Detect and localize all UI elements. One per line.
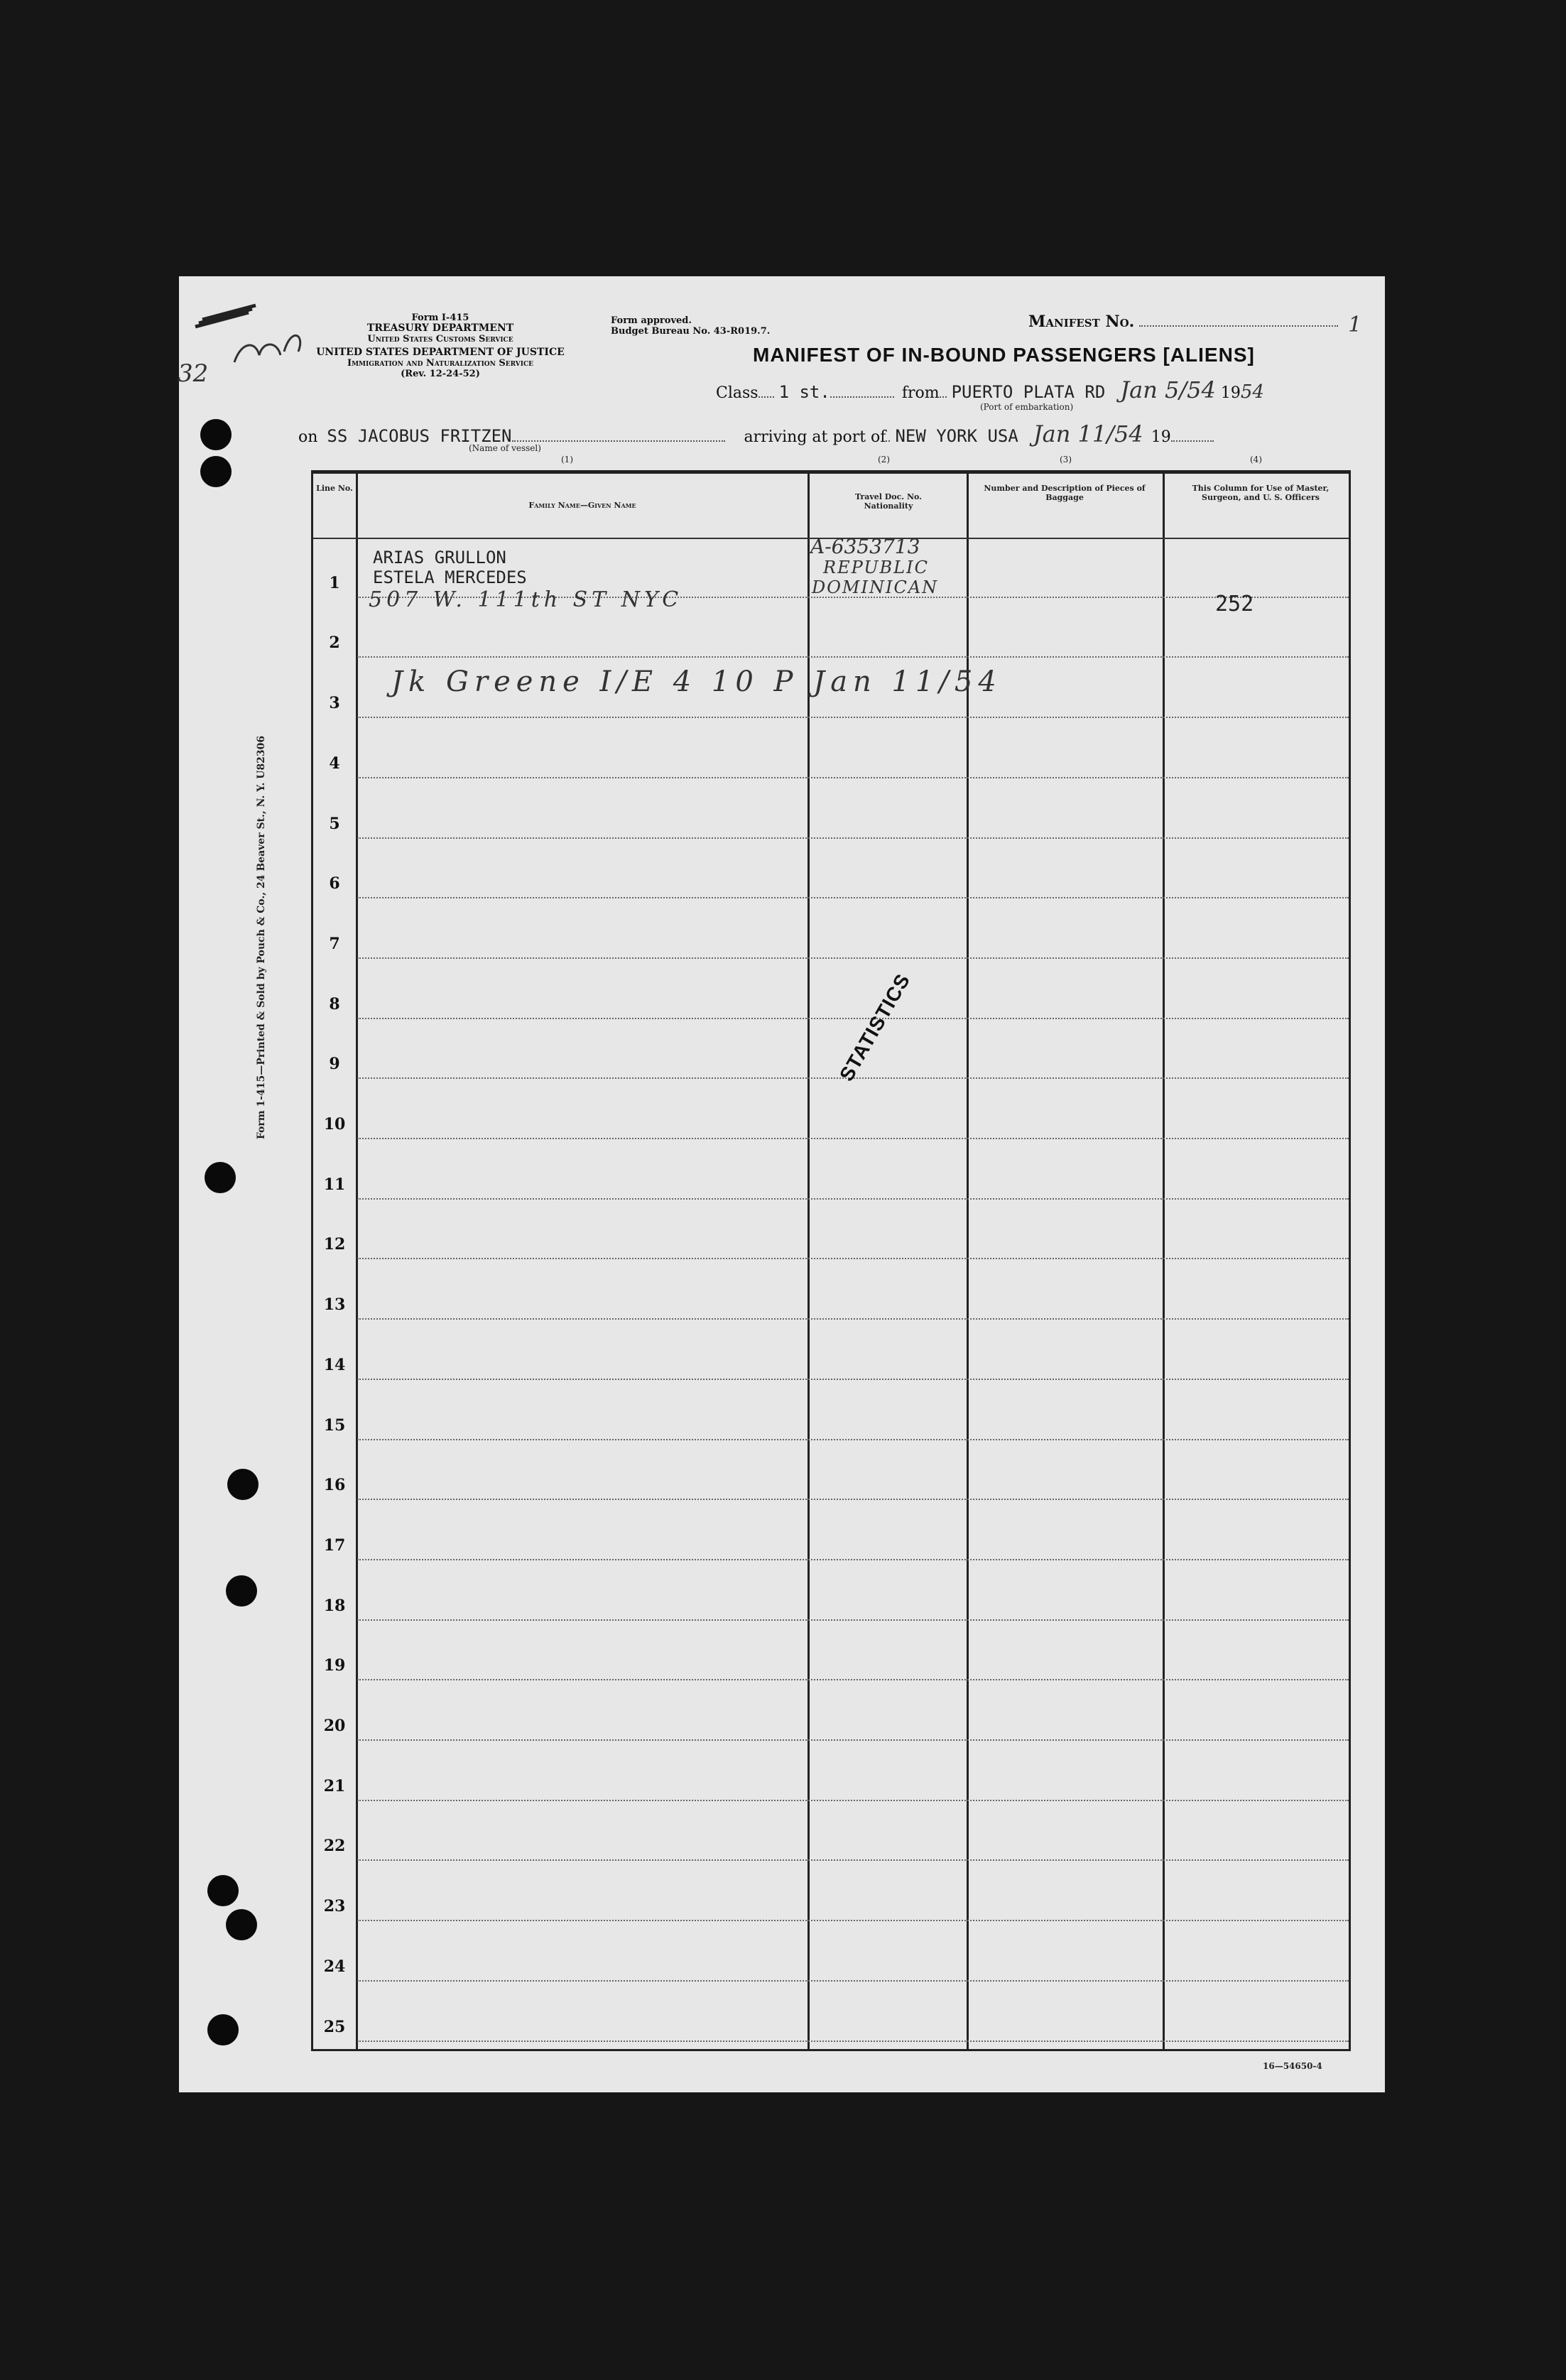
line-number: 13 — [323, 1295, 346, 1315]
form-title: MANIFEST OF IN-BOUND PASSENGERS [ALIENS] — [753, 344, 1255, 366]
line-number: 21 — [323, 1776, 346, 1795]
col-num-4: (4) — [1250, 455, 1262, 464]
table-row — [357, 1258, 1349, 1261]
entry-officer-code: 252 — [1215, 592, 1254, 616]
arrival-port: NEW YORK USA — [895, 426, 1018, 446]
revision: (Rev. 12-24-52) — [401, 369, 480, 379]
table-row — [357, 1379, 1349, 1381]
line-number: 4 — [329, 754, 340, 773]
table-row — [357, 1318, 1349, 1321]
line-number: 25 — [323, 2017, 346, 2036]
manifest-number: 1 — [1348, 313, 1362, 337]
entry-address: 507 W. 111th ST NYC — [369, 587, 683, 612]
year-prefix-2: 19 — [1151, 428, 1171, 446]
binder-hole — [200, 456, 232, 487]
table-row — [357, 656, 1349, 659]
entry-doc-no: A-6353713 — [810, 535, 920, 558]
table-row — [357, 1980, 1349, 1983]
line-number: 7 — [329, 934, 340, 953]
entry-nationality-2: DOMINICAN — [812, 577, 939, 597]
header-baggage: Number and Description of Pieces of Baggage — [984, 484, 1146, 502]
line-number: 12 — [323, 1235, 346, 1254]
line-number: 1 — [329, 573, 340, 592]
col-num-3: (3) — [1060, 455, 1072, 464]
col-divider — [808, 474, 810, 2049]
table-row — [357, 1859, 1349, 1862]
side-printer-text: Form 1-415—Printed & Sold by Pouch & Co., 24 Beaver St., N. Y. U82306 — [256, 735, 267, 1140]
vessel-row — [298, 420, 1214, 447]
header-name: Family Name—Given Name — [528, 501, 636, 510]
from-label: from — [901, 384, 940, 402]
binder-hole — [205, 1162, 236, 1193]
col-divider — [967, 474, 969, 2049]
table-row — [357, 897, 1349, 900]
manifest-table — [311, 470, 1351, 2051]
class-from-row — [716, 376, 1264, 403]
manifest-number-field — [1139, 313, 1362, 337]
line-number: 23 — [323, 1897, 346, 1916]
class-value: 1 st. — [778, 382, 830, 402]
table-row — [357, 957, 1349, 960]
manifest-number-row — [1028, 313, 1362, 337]
table-row — [357, 1439, 1349, 1442]
line-number: 2 — [329, 634, 340, 653]
line-number: 6 — [329, 874, 340, 893]
vessel-label: (Name of vessel) — [469, 443, 541, 453]
on-label: on — [298, 428, 318, 446]
line-number: 18 — [323, 1596, 346, 1615]
from-date: Jan 5/54 — [1120, 376, 1216, 403]
col-num-2: (2) — [878, 455, 890, 464]
binder-hole — [227, 1469, 259, 1500]
header-line-no: Line No. — [316, 484, 353, 493]
binder-hole — [200, 419, 232, 450]
binder-hole — [207, 1875, 239, 1906]
justice-dept: UNITED STATES DEPARTMENT OF JUSTICE — [316, 347, 565, 358]
binder-hole — [207, 2014, 239, 2045]
table-row — [357, 837, 1349, 840]
budget-number: Budget Bureau No. 43-R019.7. — [611, 326, 771, 337]
table-row — [357, 777, 1349, 780]
line-number: 3 — [329, 694, 340, 713]
year-suffix: 54 — [1240, 381, 1264, 403]
header-departments — [277, 313, 604, 379]
line-number: 22 — [323, 1837, 346, 1856]
line-number: 8 — [329, 994, 340, 1014]
customs-service: United States Customs Service — [367, 334, 513, 344]
table-row — [357, 1499, 1349, 1501]
line-number: 19 — [323, 1656, 346, 1675]
line-number: 20 — [323, 1717, 346, 1735]
form-id: Form I-415 — [411, 313, 469, 323]
corner-mark: 32 — [178, 359, 209, 388]
line-number: 17 — [323, 1536, 346, 1555]
treasury-dept: TREASURY DEPARTMENT — [366, 322, 514, 334]
table-row — [357, 1920, 1349, 1923]
line-number: 11 — [323, 1175, 346, 1194]
col-divider — [1163, 474, 1165, 2049]
table-row — [357, 1138, 1349, 1141]
arrival-date: Jan 11/54 — [1033, 420, 1143, 447]
entry-family-name: ARIAS GRULLON — [373, 548, 506, 567]
table-row — [357, 2041, 1349, 2043]
approved-label: Form approved. — [611, 315, 692, 326]
table-row — [357, 1559, 1349, 1562]
vessel-name: SS JACOBUS FRITZEN — [327, 426, 512, 446]
footer-code: 16—54650-4 — [1263, 2061, 1322, 2071]
ins-label: Immigration and Naturalization Service — [347, 358, 533, 369]
line-number: 10 — [323, 1115, 346, 1134]
table-row — [357, 1800, 1349, 1803]
table-row — [357, 1739, 1349, 1742]
entry-given-name: ESTELA MERCEDES — [373, 567, 527, 587]
line-number: 9 — [329, 1055, 340, 1074]
from-value: PUERTO PLATA RD — [951, 382, 1106, 402]
port-embark-label: (Port of embarkation) — [980, 402, 1074, 412]
line-number: 16 — [323, 1476, 346, 1495]
table-row — [357, 1619, 1349, 1622]
table-row — [357, 1018, 1349, 1021]
arriving-label: arriving at port of — [744, 428, 886, 446]
col-divider — [356, 474, 358, 2049]
line-number: 24 — [323, 1957, 346, 1976]
header-officers: This Column for Use of Master, Surgeon, and U. S. Officers — [1192, 484, 1330, 502]
table-row — [357, 1679, 1349, 1682]
class-label: Class — [716, 384, 758, 402]
table-row — [357, 1198, 1349, 1201]
table-row — [357, 717, 1349, 719]
statistics-stamp: STATISTICS — [835, 969, 915, 1085]
line-number: 5 — [329, 814, 340, 833]
year-prefix: 19 — [1220, 384, 1241, 402]
binder-hole — [226, 1575, 257, 1607]
line-number: 14 — [323, 1355, 346, 1374]
col-num-1: (1) — [561, 455, 573, 464]
header-travel-doc: Travel Doc. No. Nationality — [855, 492, 922, 511]
entry-annotation: Jk Greene I/E 4 10 P Jan 11/54 — [391, 665, 1002, 698]
binder-hole — [226, 1909, 257, 1940]
entry-nationality-1: REPUBLIC — [823, 558, 929, 577]
form-approval — [611, 315, 770, 337]
manifest-label: Manifest No. — [1028, 313, 1135, 331]
line-number: 15 — [323, 1415, 346, 1435]
